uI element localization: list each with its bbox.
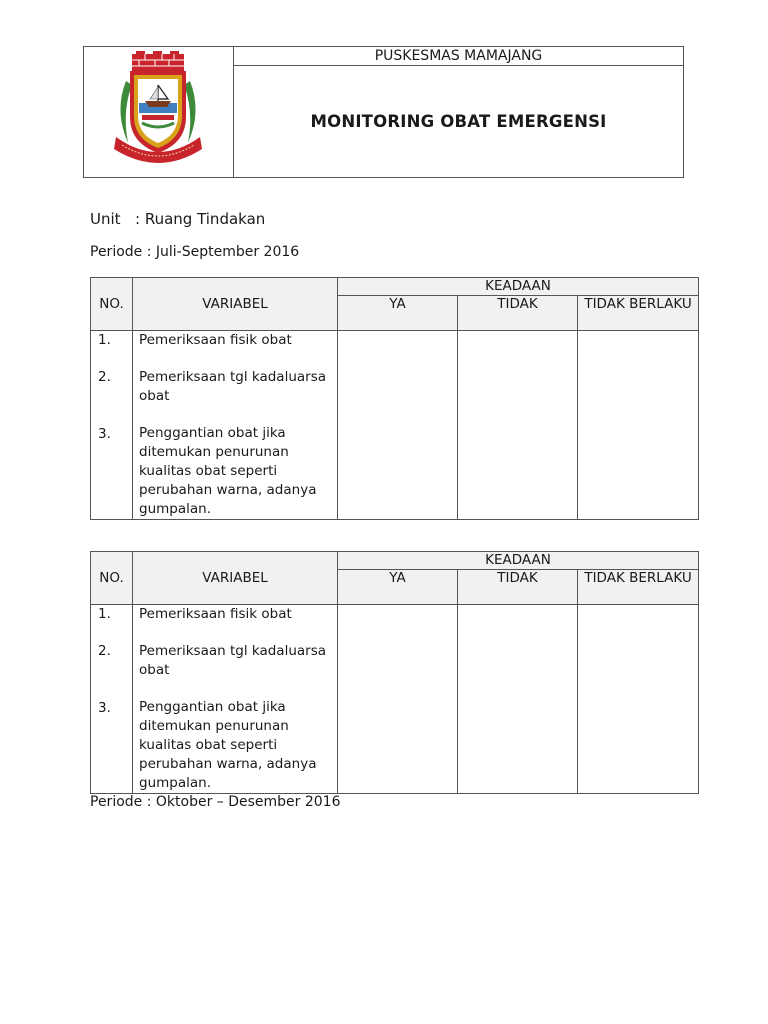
periode-1: Periode : Juli-September 2016	[90, 244, 300, 260]
table-row	[91, 605, 699, 794]
row-number: 2.	[98, 369, 111, 385]
header-tidak: TIDAK	[458, 570, 578, 605]
periode-2: Periode : Oktober – Desember 2016	[90, 794, 341, 810]
row-number: 3.	[98, 426, 111, 442]
city-emblem-logo	[112, 51, 204, 171]
ya-cell[interactable]	[338, 605, 458, 794]
header-tidak-berlaku: TIDAK BERLAKU	[578, 570, 699, 605]
header-tidak: TIDAK	[458, 296, 578, 331]
organization-name: PUSKESMAS MAMAJANG	[234, 47, 683, 66]
document-header	[83, 46, 684, 178]
variabel-text: Penggantian obat jika ditemukan penurunan kualitas obat seperti perubahan warna, adanya gumpalan.	[139, 699, 317, 791]
variabel-text: Pemeriksaan tgl kadaluarsa obat	[139, 369, 327, 404]
header-variabel: VARIABEL	[133, 552, 338, 605]
tidak-berlaku-cell[interactable]	[578, 331, 699, 520]
variabel-text: Pemeriksaan tgl kadaluarsa obat	[139, 643, 327, 678]
monitoring-table-1	[90, 277, 699, 520]
variabel-text: Penggantian obat jika ditemukan penurunan kualitas obat seperti perubahan warna, adanya gumpalan.	[139, 425, 317, 517]
header-keadaan: KEADAAN	[338, 278, 699, 296]
row-number: 1.	[98, 606, 111, 622]
no-cell	[91, 605, 133, 794]
tidak-berlaku-cell[interactable]	[578, 605, 699, 794]
row-number: 2.	[98, 643, 111, 659]
no-cell	[91, 331, 133, 520]
header-tidak-berlaku: TIDAK BERLAKU	[578, 296, 699, 331]
header-no: NO.	[91, 278, 133, 331]
header-ya: YA	[338, 296, 458, 331]
variabel-cell	[133, 331, 338, 520]
unit-line	[90, 210, 265, 228]
variabel-text: Pemeriksaan fisik obat	[139, 332, 292, 348]
unit-label: Unit	[90, 210, 121, 228]
header-no: NO.	[91, 552, 133, 605]
row-number: 1.	[98, 332, 111, 348]
ya-cell[interactable]	[338, 331, 458, 520]
tidak-cell[interactable]	[458, 605, 578, 794]
variabel-cell	[133, 605, 338, 794]
tidak-cell[interactable]	[458, 331, 578, 520]
document-title: MONITORING OBAT EMERGENSI	[310, 112, 607, 131]
table-row	[91, 331, 699, 520]
variabel-text: Pemeriksaan fisik obat	[139, 606, 292, 622]
unit-value: : Ruang Tindakan	[135, 210, 266, 228]
header-variabel: VARIABEL	[133, 278, 338, 331]
header-keadaan: KEADAAN	[338, 552, 699, 570]
monitoring-table-2	[90, 551, 699, 794]
row-number: 3.	[98, 700, 111, 716]
header-ya: YA	[338, 570, 458, 605]
logo-cell	[84, 47, 234, 177]
